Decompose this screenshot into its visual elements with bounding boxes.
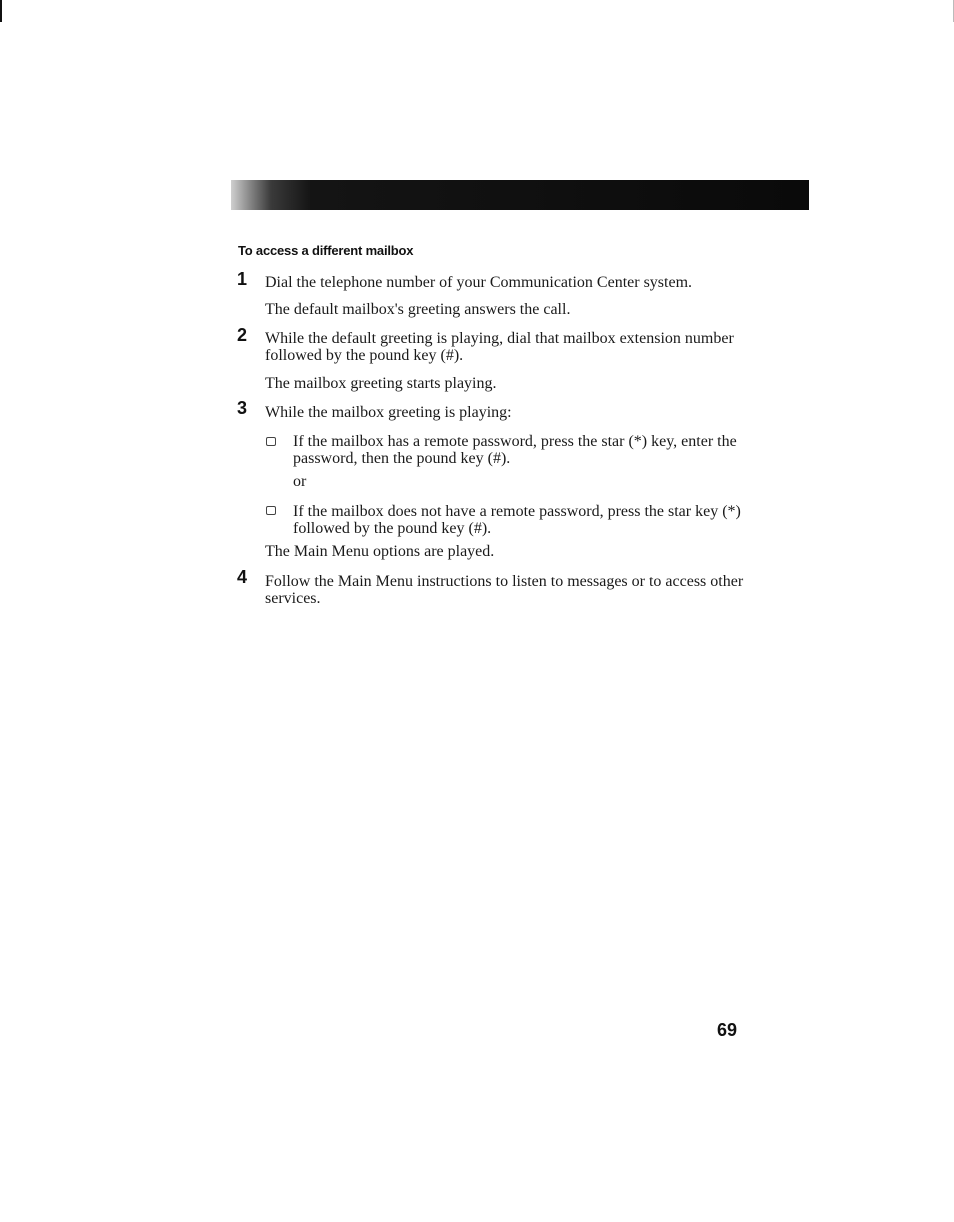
step-3-or-separator: or [293, 473, 307, 490]
step-1-result: The default mailbox's greeting answers the call. [265, 301, 571, 318]
step-1-text: Dial the telephone number of your Communication Center system. [265, 274, 693, 291]
page-number: 69 [717, 1020, 738, 1040]
step-number-2: 2 [237, 325, 248, 345]
step-3-bullet-2: If the mailbox does not have a remote password, press the star key (*) followed by the pound key (#). [293, 503, 741, 537]
step-2-result: The mailbox greeting starts playing. [265, 375, 497, 392]
section-title: To access a different mailbox [238, 243, 414, 258]
page-edge-mark [0, 0, 2, 22]
checkbox-bullet-icon [266, 506, 276, 515]
step-3-result: The Main Menu options are played. [265, 543, 495, 560]
step-4-text: Follow the Main Menu instructions to listen to messages or to access other services. [265, 573, 744, 607]
step-3-bullet-1: If the mailbox has a remote password, press the star (*) key, enter the password, then the pound key (#). [293, 433, 737, 467]
step-3-text: While the mailbox greeting is playing: [265, 404, 512, 421]
step-number-1: 1 [237, 269, 248, 289]
step-number-4: 4 [237, 567, 248, 587]
step-2-text: While the default greeting is playing, dial that mailbox extension number followed by the pound key (#). [265, 330, 734, 364]
step-number-3: 3 [237, 398, 248, 418]
section-header-bar [231, 180, 809, 210]
checkbox-bullet-icon [266, 437, 276, 446]
